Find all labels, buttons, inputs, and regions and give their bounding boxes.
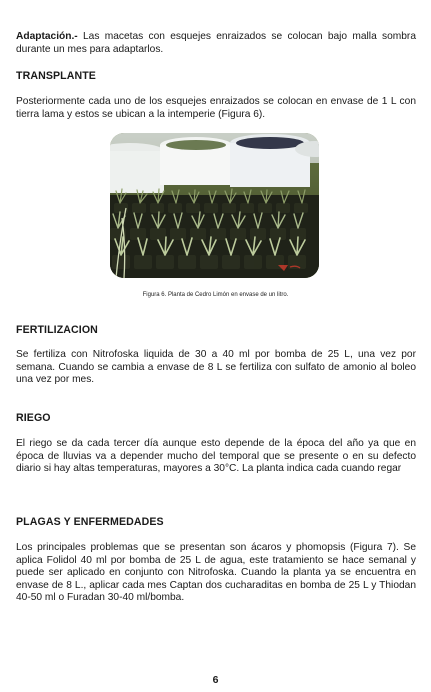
page-number: 6 <box>212 674 219 686</box>
plagas-heading: PLAGAS Y ENFERMEDADES <box>16 516 164 528</box>
riego-paragraph: El riego se da cada tercer día aunque esto depende de la época del año ya que en época de lluvias va a depender mucho del temporal que se presente o en su defecto diario si hay altas temperaturas, mayores a 30°C. La planta indica cada cuando regar <box>16 438 416 475</box>
plagas-paragraph: Los principales problemas que se presentan son ácaros y phomopsis (Figura 7). Se aplica Folidol 40 ml por bomba de 25 L de agua, este tratamiento se hace semanal y puede ser aplicado en conjunto con Nitrofoska. Cuando la planta ya se encuentra en envase de 8 L., aplicar cada mes Captan dos cucharaditas en bomba de 25 L y Thiodan 40-50 ml o Furadan 30-40 ml/bomba. <box>16 542 416 604</box>
adaptacion-paragraph <box>16 31 416 56</box>
adaptacion-text: Las macetas con esquejes enraizados se colocan bajo malla sombra durante un mes para adaptarlos. <box>16 31 416 55</box>
fertilizacion-heading: FERTILIZACION <box>16 324 98 336</box>
figure-6-caption: Figura 6. Planta de Cedro Limón en envase de un litro. <box>142 292 289 298</box>
plants-in-pots-image <box>110 133 319 278</box>
riego-heading: RIEGO <box>16 412 51 424</box>
adaptacion-label: Adaptación.- <box>16 31 78 42</box>
fertilizacion-paragraph: Se fertiliza con Nitrofoska liquida de 30 a 40 ml por bomba de 25 L, una vez por semana. Cuando se cambia a envase de 8 L se fertiliza con sulfato de amonio al boleo una vez por mes. <box>16 349 416 386</box>
transplante-heading: TRANSPLANTE <box>16 70 96 82</box>
transplante-paragraph: Posteriormente cada uno de los esquejes enraizados se colocan en envase de 1 L con tierra lama y estos se ubican a la intemperie (Figura 6). <box>16 96 416 120</box>
figure-6-photo <box>110 133 319 278</box>
